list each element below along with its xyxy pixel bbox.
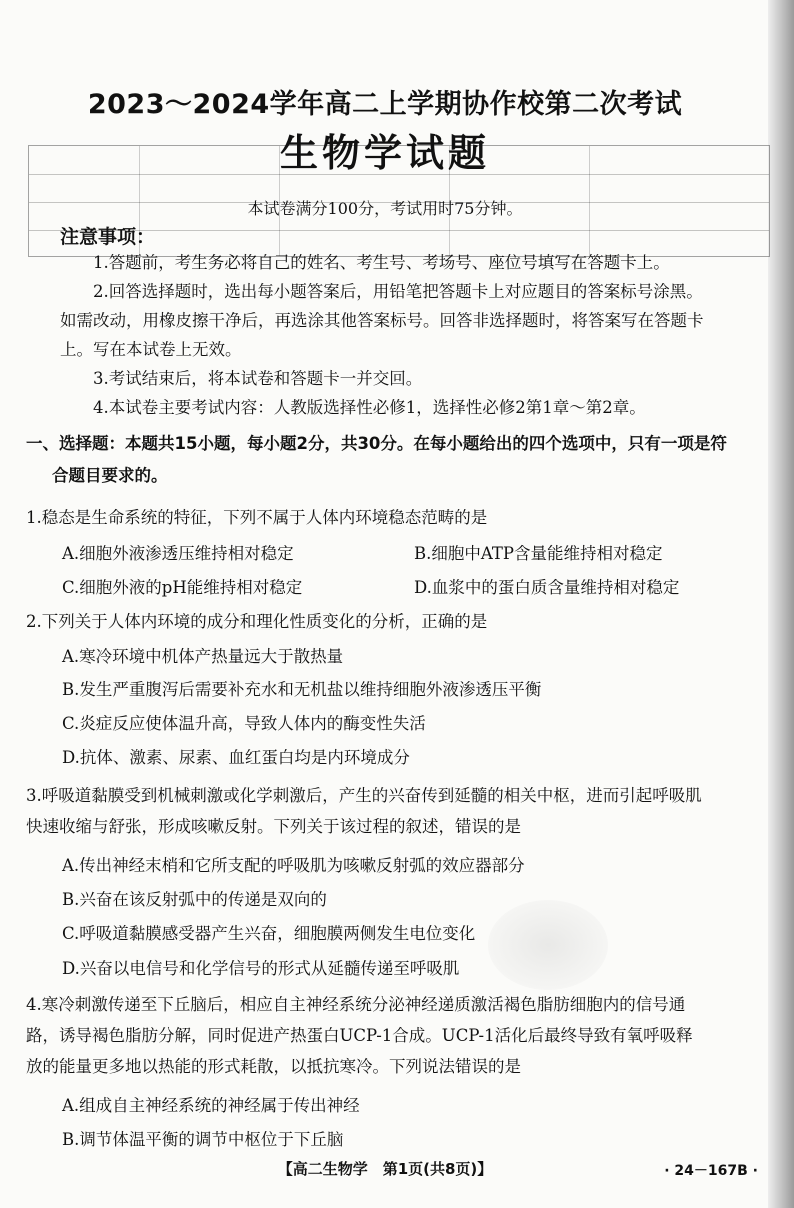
subject-title: 生物学试题 bbox=[279, 131, 490, 175]
question-3-option-d: D.兴奋以电信号和化学信号的形式从延髓传递至呼吸肌 bbox=[62, 959, 460, 978]
notice-list bbox=[60, 248, 710, 422]
question-3-stem bbox=[26, 780, 774, 842]
question-3-stem-line2: 快速收缩与舒张，形成咳嗽反射。下列关于该过程的叙述，错误的是 bbox=[26, 817, 521, 836]
question-3-option-b: B.兴奋在该反射弧中的传递是双向的 bbox=[62, 890, 327, 909]
question-1-option-d: D.血浆中的蛋白质含量维持相对稳定 bbox=[414, 578, 680, 597]
notice-heading: 注意事项： bbox=[60, 226, 156, 248]
section-heading-line2: 合题目要求的。 bbox=[52, 466, 168, 485]
question-4-stem bbox=[26, 989, 774, 1082]
question-2-option-a: A.寒冷环境中机体产热量远大于散热量 bbox=[62, 647, 344, 666]
question-4-option-a: A.组成自主神经系统的神经属于传出神经 bbox=[62, 1096, 360, 1115]
question-1-option-c: C.细胞外液的pH能维持相对稳定 bbox=[62, 578, 303, 597]
notice-item: 4.本试卷主要考试内容：人教版选择性必修1，选择性必修2第1章～第2章。 bbox=[93, 398, 646, 417]
page-footer: 【高二生物学 第1页(共8页)】 bbox=[277, 1160, 493, 1178]
question-4-stem-line2: 路，诱导褐色脂肪分解，同时促进产热蛋白UCP-1合成。UCP-1活化后最终导致有氧呼吸释 bbox=[26, 1026, 693, 1045]
exam-title: 2023～2024学年高二上学期协作校第二次考试 bbox=[87, 89, 683, 120]
question-3-option-c: C.呼吸道黏膜感受器产生兴奋，细胞膜两侧发生电位变化 bbox=[62, 924, 476, 943]
question-1-stem: 1.稳态是生命系统的特征，下列不属于人体内环境稳态范畴的是 bbox=[26, 508, 488, 527]
question-2-option-b: B.发生严重腹泻后需要补充水和无机盐以维持细胞外液渗透压平衡 bbox=[62, 680, 542, 699]
question-2-option-d: D.抗体、激素、尿素、血红蛋白均是内环境成分 bbox=[62, 748, 410, 767]
notice-item: 2.回答选择题时，选出每小题答案后，用铅笔把答题卡上对应题目的答案标号涂黑。如需改动，用橡皮擦干净后，再选涂其他答案标号。回答非选择题时，将答案写在答题卡上。写在本试卷上无效。 bbox=[60, 282, 704, 359]
question-4-stem-line1: 4.寒冷刺激传递至下丘脑后，相应自主神经系统分泌神经递质激活褐色脂肪细胞内的信号通 bbox=[26, 995, 686, 1014]
question-4-stem-line3: 放的能量更多地以热能的形式耗散，以抵抗寒冷。下列说法错误的是 bbox=[26, 1057, 521, 1076]
notice-item: 3.考试结束后，将本试卷和答题卡一并交回。 bbox=[93, 369, 423, 388]
question-1-option-b: B.细胞中ATP含量能维持相对稳定 bbox=[414, 544, 663, 563]
exam-code: · 24－167B · bbox=[664, 1163, 758, 1179]
exam-info: 本试卷满分100分，考试用时75分钟。 bbox=[247, 199, 523, 218]
question-1-option-a: A.细胞外液渗透压维持相对稳定 bbox=[62, 544, 294, 563]
section-heading bbox=[26, 428, 771, 492]
question-3-option-a: A.传出神经末梢和它所支配的呼吸肌为咳嗽反射弧的效应器部分 bbox=[62, 856, 525, 875]
question-2-stem: 2.下列关于人体内环境的成分和理化性质变化的分析，正确的是 bbox=[26, 612, 488, 631]
question-3-stem-line1: 3.呼吸道黏膜受到机械刺激或化学刺激后，产生的兴奋传到延髓的相关中枢，进而引起呼吸肌 bbox=[26, 786, 702, 805]
question-4-option-b: B.调节体温平衡的调节中枢位于下丘脑 bbox=[62, 1130, 344, 1149]
notice-item: 1.答题前，考生务必将自己的姓名、考生号、考场号、座位号填写在答题卡上。 bbox=[93, 253, 670, 272]
scan-smudge bbox=[488, 900, 608, 990]
section-heading-line1: 一、选择题：本题共15小题，每小题2分，共30分。在每小题给出的四个选项中，只有一项是符 bbox=[26, 434, 727, 453]
question-2-option-c: C.炎症反应使体温升高，导致人体内的酶变性失活 bbox=[62, 714, 426, 733]
